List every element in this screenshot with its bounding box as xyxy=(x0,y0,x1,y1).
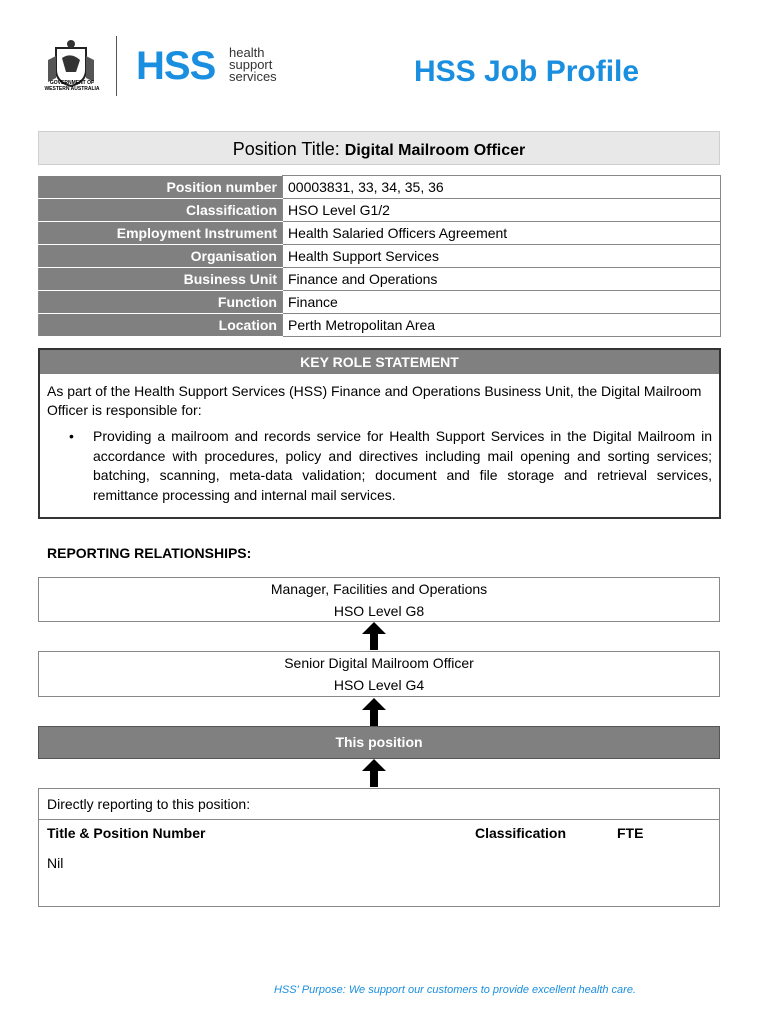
column-header-fte: FTE xyxy=(617,825,644,841)
crest-caption: GOVERNMENT OF WESTERN AUSTRALIA xyxy=(44,80,100,92)
direct-reports-value: Nil xyxy=(47,855,64,871)
manager-box xyxy=(38,577,720,622)
arrow-up-icon xyxy=(362,698,386,726)
key-role-statement xyxy=(38,348,721,519)
logo-divider xyxy=(116,36,117,96)
position-details-table xyxy=(38,175,721,337)
arrow-up-icon xyxy=(362,622,386,650)
detail-value: Finance xyxy=(283,291,721,314)
manager-level: HSO Level G8 xyxy=(333,603,425,619)
position-title-value: Digital Mailroom Officer xyxy=(344,142,526,159)
table-row xyxy=(39,176,721,199)
hss-logo-subtitle xyxy=(229,47,277,83)
detail-value: HSO Level G1/2 xyxy=(283,199,721,222)
senior-officer-box xyxy=(38,651,720,697)
detail-label: Classification xyxy=(39,199,283,222)
table-row xyxy=(39,245,721,268)
detail-label: Function xyxy=(39,291,283,314)
detail-value: 00003831, 33, 34, 35, 36 xyxy=(283,176,721,199)
manager-title: Manager, Facilities and Operations xyxy=(270,581,488,597)
logo-line-support: support xyxy=(229,57,273,72)
detail-value: Health Support Services xyxy=(283,245,721,268)
detail-value: Health Salaried Officers Agreement xyxy=(283,222,721,245)
detail-label: Employment Instrument xyxy=(39,222,283,245)
table-row xyxy=(39,291,721,314)
arrow-up-icon xyxy=(362,759,386,787)
logo-line-health: health xyxy=(229,45,265,60)
position-title-bar xyxy=(38,131,720,165)
detail-value: Finance and Operations xyxy=(283,268,721,291)
table-row xyxy=(39,199,721,222)
page-header xyxy=(0,0,770,120)
key-role-bullet-text: Providing a mailroom and records service for Health Support Services in the Digital Mailroom in accordance with procedures, policy and directives including mail opening and sorting services; batching, scanning, meta-data validation; document and file storage and retrieval services, remittance processing and internal mail services. xyxy=(93,428,712,503)
senior-level: HSO Level G4 xyxy=(333,677,425,693)
detail-label: Location xyxy=(39,314,283,337)
senior-title: Senior Digital Mailroom Officer xyxy=(284,655,474,671)
bullet-icon: • xyxy=(69,428,74,444)
column-header-classification: Classification xyxy=(475,825,567,841)
table-row xyxy=(39,314,721,337)
key-role-intro: As part of the Health Support Services (HSS) Finance and Operations Business Unit, the Digital Mailroom Officer is responsible for: xyxy=(47,383,702,418)
list-item xyxy=(69,427,712,505)
direct-reports-box xyxy=(38,788,720,907)
position-title-label: Position Title: xyxy=(232,139,340,159)
this-position-box: This position xyxy=(38,726,720,759)
document-title: HSS Job Profile xyxy=(414,55,640,88)
logo-line-services: services xyxy=(229,69,277,84)
column-header-title: Title & Position Number xyxy=(47,825,206,841)
key-role-heading: KEY ROLE STATEMENT xyxy=(40,350,719,374)
direct-reports-label: Directly reporting to this position: xyxy=(39,789,719,820)
hss-logo: HSS xyxy=(136,44,216,88)
detail-label: Position number xyxy=(39,176,283,199)
detail-value: Perth Metropolitan Area xyxy=(283,314,721,337)
detail-label: Business Unit xyxy=(39,268,283,291)
table-row xyxy=(39,268,721,291)
footer-purpose: HSS' Purpose: We support our customers to provide excellent health care. xyxy=(273,984,637,996)
detail-label: Organisation xyxy=(39,245,283,268)
table-row xyxy=(39,222,721,245)
reporting-heading: REPORTING RELATIONSHIPS: xyxy=(47,545,252,561)
